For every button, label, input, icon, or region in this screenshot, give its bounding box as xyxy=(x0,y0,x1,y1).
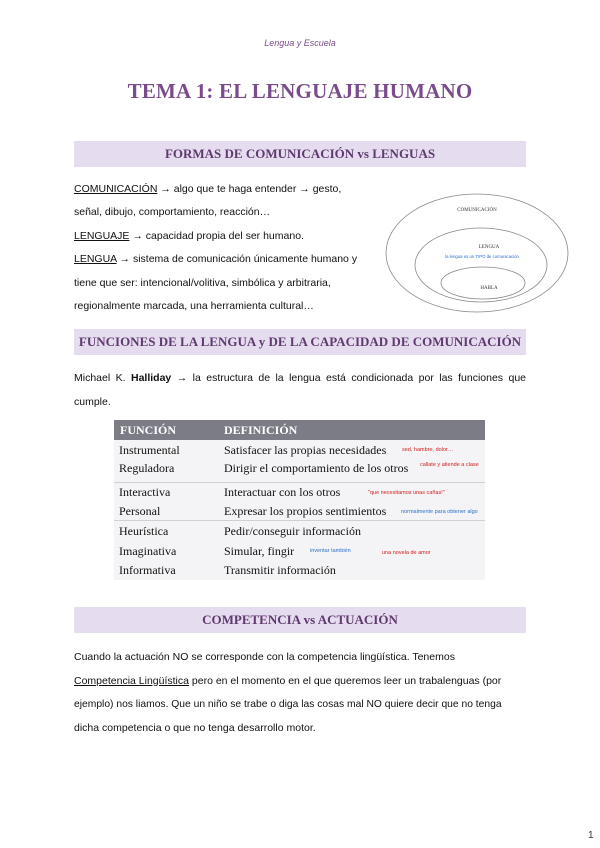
def-comunicacion: → algo que te haga entender → gesto, xyxy=(157,183,342,195)
intro-name: Halliday xyxy=(130,372,172,384)
def-lengua: → sistema de comunicación únicamente humano y xyxy=(116,253,358,266)
diagram-label-lengua: LENGUA xyxy=(478,245,500,250)
handwritten-note: inventar también xyxy=(310,548,351,554)
section-heading-competencia: COMPETENCIA vs ACTUACIÓN xyxy=(74,607,526,633)
functions-table xyxy=(114,420,485,580)
table-divider xyxy=(114,482,485,483)
table-cell-definicion: Simular, fingir xyxy=(224,544,295,558)
section3-line: Cuando la actuación NO se corresponde con la competencia lingüística. Tenemos xyxy=(74,651,455,663)
term-lengua: LENGUA xyxy=(74,253,117,266)
line-lengua xyxy=(74,248,378,271)
section3-line: ejemplo) nos liamos. Que un niño se trabe o diga las cosas mal NO quiere decir que no tenga xyxy=(74,699,502,710)
section-heading-funciones: FUNCIONES DE LA LENGUA y DE LA CAPACIDAD DE COMUNICACIÓN xyxy=(74,329,526,355)
inner-ellipse xyxy=(441,267,525,299)
page-number: 1 xyxy=(588,830,594,841)
diagram-label-lengua-sub: la lengua es un TIPO de comunicación xyxy=(445,254,519,259)
table-cell-definicion: Satisfacer las propias necesidades xyxy=(224,443,387,457)
handwritten-note: normalmente para obtener algo xyxy=(401,509,478,515)
page-header: Lengua y Escuela xyxy=(264,38,336,48)
table-cell-definicion: Pedir/conseguir información xyxy=(224,524,361,538)
handwritten-note: "que necesitamos unas cañas!" xyxy=(368,490,445,496)
halliday-intro xyxy=(74,367,526,414)
table-cell-funcion: Imaginativa xyxy=(119,544,177,558)
line-comunicacion xyxy=(74,178,378,201)
page-title: TEMA 1: EL LENGUAJE HUMANO xyxy=(127,79,473,103)
term-lenguaje: LENGUAJE xyxy=(74,229,130,242)
table-cell-funcion: Personal xyxy=(119,504,161,518)
column-header-funcion: FUNCIÓN xyxy=(120,423,176,437)
table-cell-definicion: Expresar los propios sentimientos xyxy=(224,504,387,518)
section3-line xyxy=(74,670,526,694)
table-cell-definicion: Dirigir el comportamiento de los otros xyxy=(224,461,409,475)
table-cell-definicion: Interactuar con los otros xyxy=(224,485,341,499)
handwritten-note: una novela de amor xyxy=(382,550,431,556)
diagram-label-habla: HABLA xyxy=(480,286,498,291)
handwritten-note: callate y atiende a clase xyxy=(420,462,479,468)
section-heading-formas: FORMAS DE COMUNICACIÓN vs LENGUAS xyxy=(74,141,526,167)
table-header xyxy=(114,420,485,440)
term-comunicacion: COMUNICACIÓN xyxy=(74,183,158,195)
handwritten-note: sed, hambre, dolor… xyxy=(402,447,454,453)
term-competencia: Competencia Lingüística xyxy=(74,674,189,687)
line-lengua-3: regionalmente marcada, una herramienta cultural… xyxy=(74,300,314,313)
communication-diagram xyxy=(385,192,570,314)
line-lenguaje xyxy=(74,225,378,248)
section3-line: dicha competencia o que no tenga desarrollo motor. xyxy=(74,721,316,734)
line-comunicacion-2: señal, dibujo, comportamiento, reacción… xyxy=(74,206,271,219)
line-lengua-2: tiene que ser: intencional/volitiva, simbólica y arbitraria, xyxy=(74,276,331,289)
section3-line-rest: pero en el momento en el que queremos leer un trabalenguas (por xyxy=(188,674,502,687)
table-cell-funcion: Informativa xyxy=(119,563,176,577)
section3-text xyxy=(74,646,526,740)
intro-pre: Michael K. xyxy=(74,372,131,384)
table-divider xyxy=(114,520,485,521)
table-cell-funcion: Interactiva xyxy=(119,485,171,499)
table-cell-definicion: Transmitir información xyxy=(224,563,336,577)
table-cell-funcion: Instrumental xyxy=(119,443,180,457)
intro-post: → la estructura de la lengua está condicionada por las funciones que cumple. xyxy=(74,372,527,408)
column-header-definicion: DEFINICIÓN xyxy=(224,423,298,437)
def-lenguaje: → capacidad propia del ser humano. xyxy=(129,229,304,242)
table-cell-funcion: Reguladora xyxy=(119,461,175,475)
table-cell-funcion: Heurística xyxy=(119,524,169,538)
section1-text xyxy=(74,178,378,318)
diagram-label-comunicacion: COMUNICACIÓN xyxy=(457,208,497,213)
